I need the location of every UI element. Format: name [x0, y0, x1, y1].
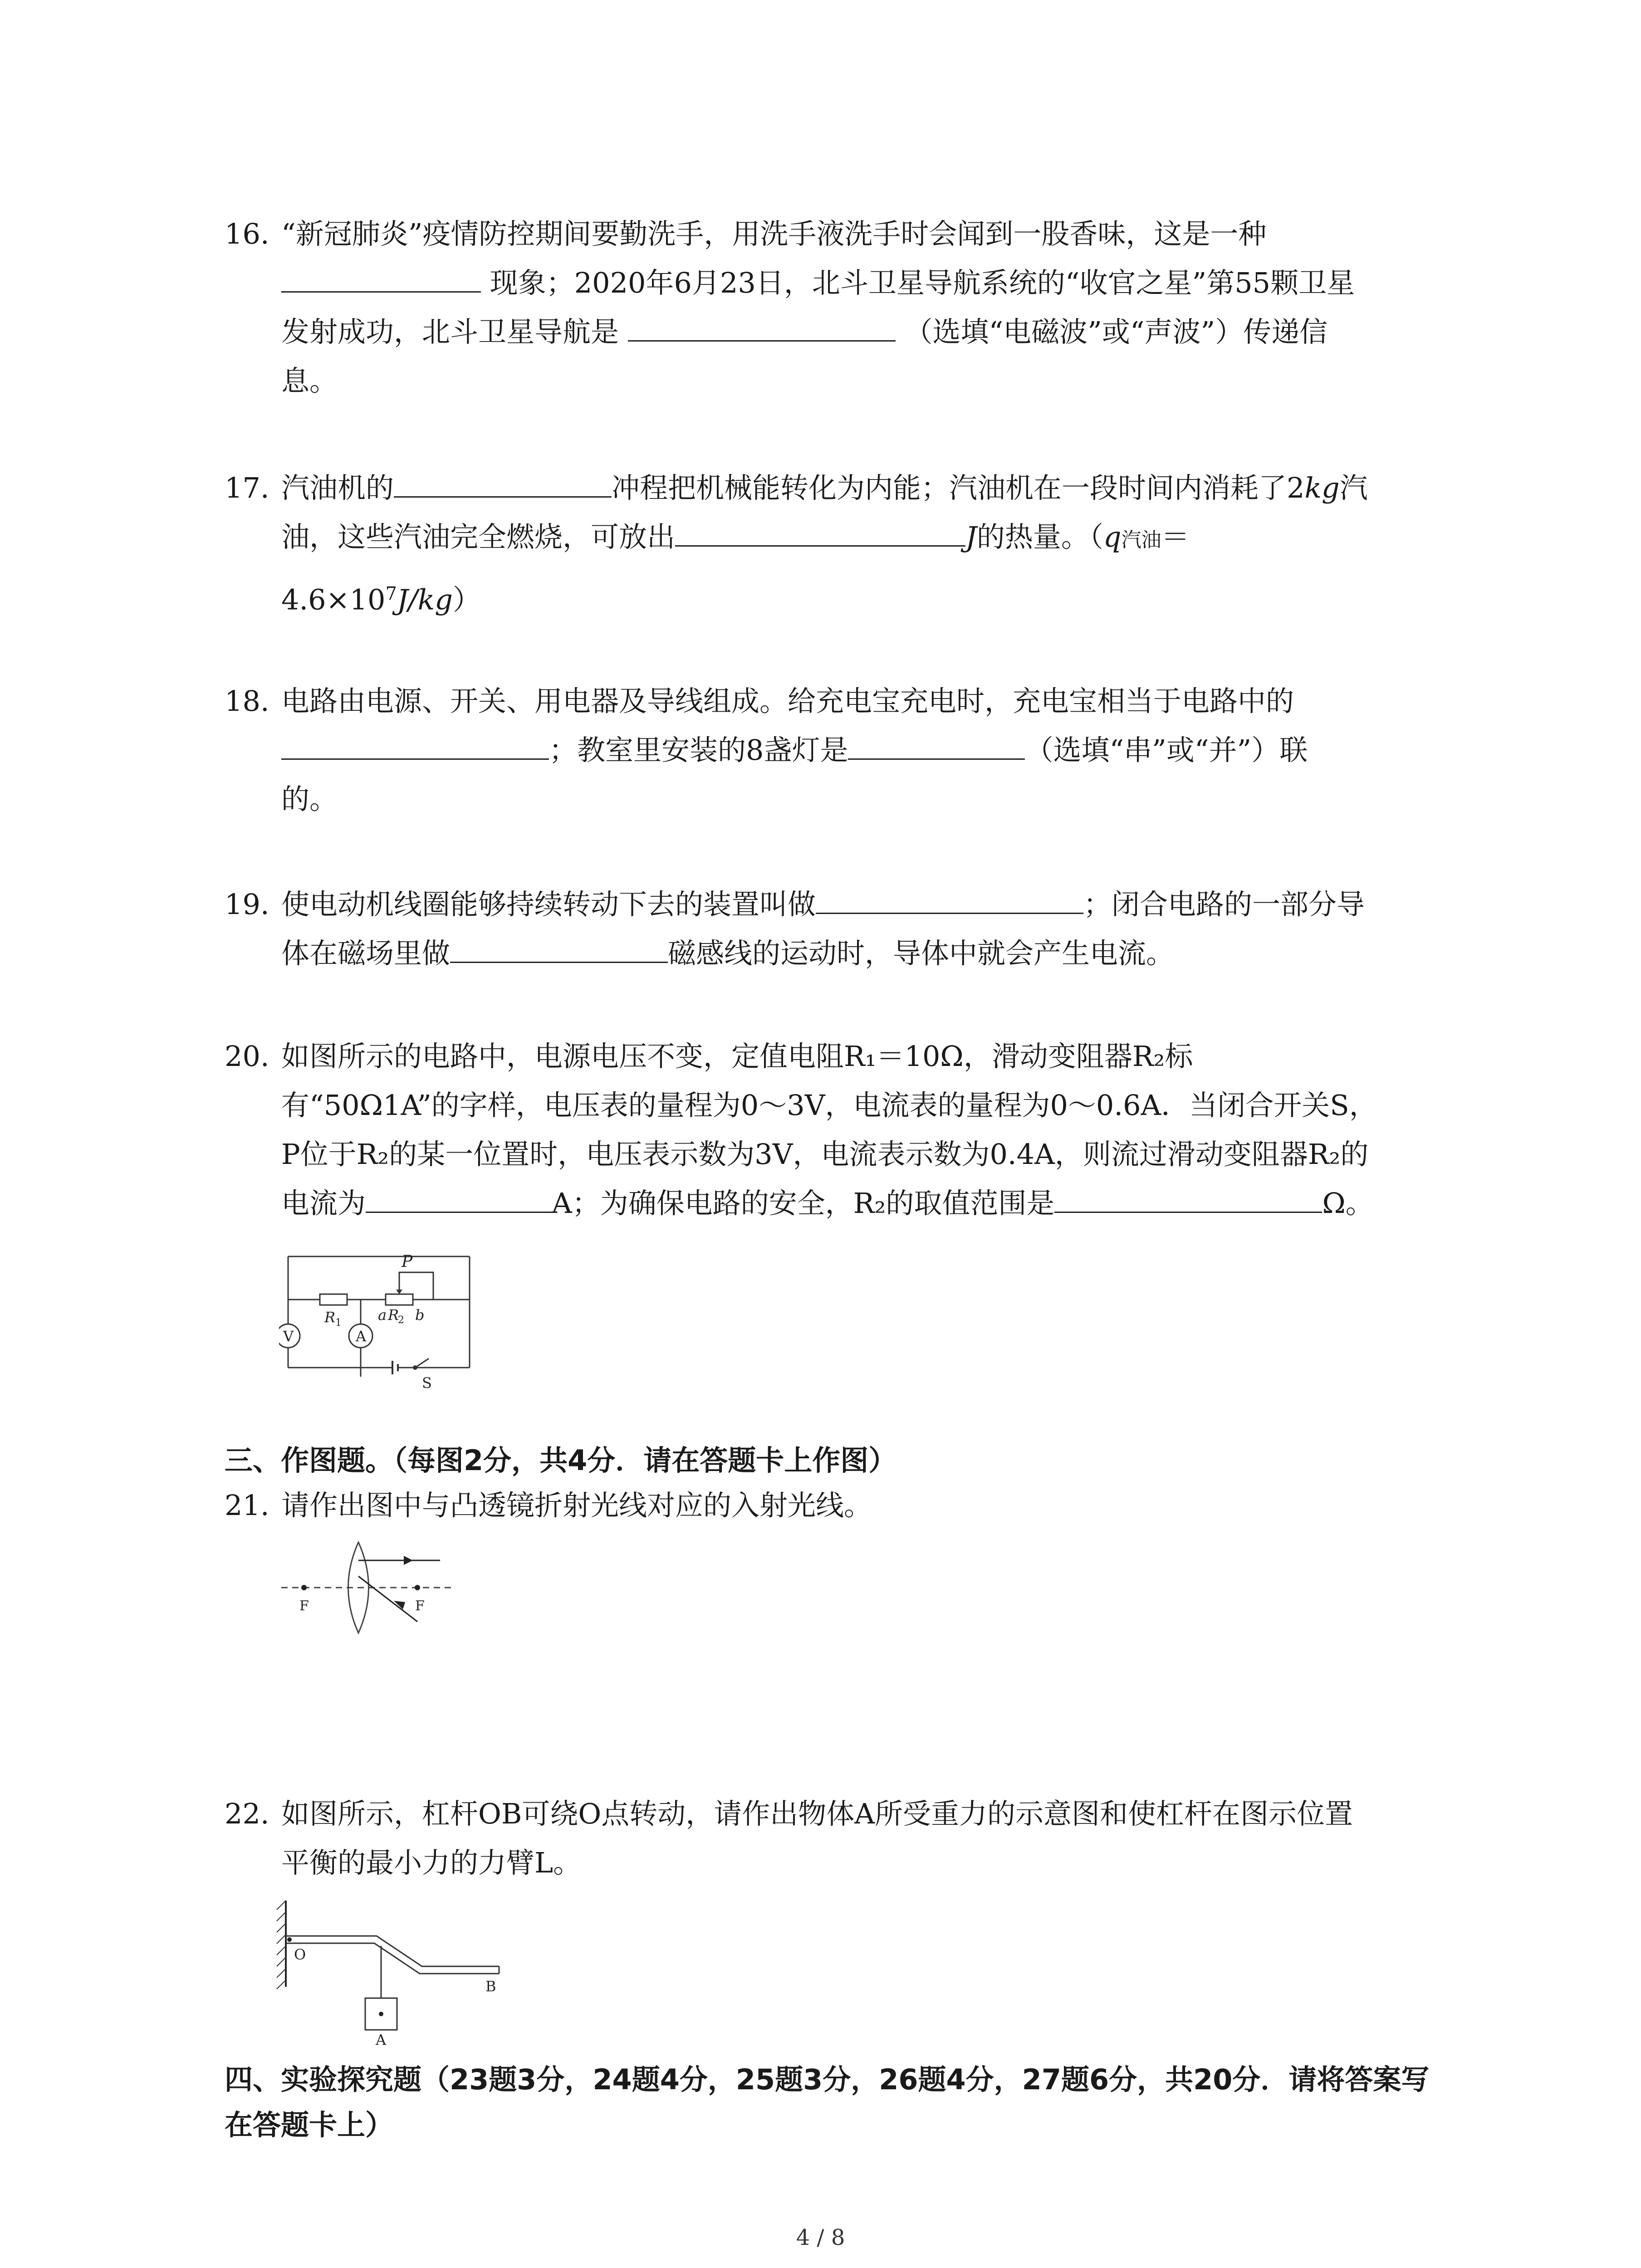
unit: J: [965, 520, 977, 553]
question-text: A；为确保电路的安全，R₂的取值范围是: [552, 1187, 1055, 1220]
question-text: 使电动机线圈能够持续转动下去的装置叫做: [281, 888, 816, 921]
refracted-ray: [358, 1576, 417, 1622]
question-text: 如图所示，杠杆OB可绕O点转动，请作出物体A所受重力的示意图和使杠杆在图示位置: [281, 1797, 1353, 1830]
label-a: a: [378, 1306, 387, 1324]
label-ammeter: A: [356, 1328, 367, 1345]
answer-blank[interactable]: [1054, 1183, 1322, 1213]
answer-blank[interactable]: [450, 934, 668, 963]
question-19: [225, 880, 1450, 978]
answer-blank[interactable]: [366, 1183, 552, 1213]
question-text: 汽油机的: [281, 471, 394, 504]
question-number: 17.: [225, 471, 269, 504]
label-voltmeter: V: [283, 1328, 294, 1345]
arrow-icon: [404, 1556, 413, 1565]
lever-bottom-edge: [286, 1943, 499, 1974]
rheostat-r2: [386, 1294, 413, 1305]
subscript: 汽油: [1121, 528, 1161, 552]
question-text: 发射成功，北斗卫星导航是: [281, 315, 619, 348]
question-text: 油，这些汽油完全燃烧，可放出: [281, 520, 676, 553]
lever-diagram: [272, 1896, 508, 2046]
question-number: 16.: [225, 217, 269, 250]
question-text: ；闭合电路的一部分导: [1083, 888, 1365, 921]
superscript: 7: [385, 583, 397, 604]
switch-blade: [415, 1359, 429, 1368]
question-16: [225, 210, 1450, 406]
question-text: 息。: [281, 364, 338, 397]
question-text: 的热量。（: [976, 520, 1103, 553]
question-18: [225, 677, 1450, 824]
answer-blank[interactable]: [816, 885, 1083, 914]
question-text: 冲程把机械能转化为内能；汽油机在一段时间内消耗了2: [612, 471, 1305, 504]
question-text: 现象；2020年6月23日，北斗卫星导航系统的“收官之星”第55颗卫星: [490, 266, 1355, 299]
question-text: ）: [452, 583, 481, 616]
question-text: 请作出图中与凸透镜折射光线对应的入射光线。: [281, 1489, 872, 1522]
question-text: ；教室里安装的8盏灯是: [549, 733, 848, 767]
resistor-r1: [320, 1294, 347, 1305]
question-number: 18.: [225, 684, 269, 718]
label-a: A: [376, 2031, 387, 2046]
answer-blank[interactable]: [628, 312, 896, 342]
question-text: 体在磁场里做: [281, 937, 451, 970]
circuit-diagram: [279, 1245, 483, 1390]
question-text: 平衡的最小力的力臂L。: [281, 1846, 582, 1879]
lens-diagram: [277, 1533, 458, 1642]
question-text: 磁感线的运动时，导体中就会产生电流。: [668, 937, 1175, 970]
question-text: 有“50Ω1A”的字样，电压表的量程为0～3V，电流表的量程为0～0.6A．当闭合开关S，: [281, 1089, 1377, 1122]
label-switch: S: [422, 1374, 432, 1390]
section-4-heading: 四、实验探究题（23题3分，24题4分，25题3分，26题4分，27题6分，共20分．请将答案写: [225, 2063, 1430, 2096]
question-text: ＝: [1161, 520, 1190, 553]
label-r1: R: [324, 1309, 336, 1326]
answer-blank[interactable]: [281, 730, 549, 760]
question-20: [225, 1032, 1450, 1228]
label-r1-sub: 1: [335, 1317, 342, 1329]
unit: J/kg: [397, 583, 453, 616]
label-r2-sub: 2: [398, 1315, 404, 1326]
center-of-mass: [379, 2012, 383, 2016]
question-text: （选填“电磁波”或“声波”）传递信: [904, 315, 1328, 348]
page-number: 4 / 8: [796, 2225, 845, 2250]
section-4-heading-cont: 在答题卡上）: [225, 2108, 394, 2141]
question-21: [225, 1481, 1450, 1530]
wall-hatching: [277, 1901, 286, 1989]
question-text: 4.6×10: [281, 583, 386, 616]
answer-blank[interactable]: [281, 263, 481, 293]
symbol-q: q: [1103, 520, 1122, 553]
unit: kg: [1304, 471, 1340, 504]
question-text: 的。: [281, 782, 338, 816]
label-o: O: [294, 1946, 306, 1963]
question-number: 19.: [225, 888, 269, 921]
answer-blank[interactable]: [394, 468, 612, 498]
slider-wire: [399, 1272, 433, 1300]
question-number: 20.: [225, 1040, 269, 1073]
switch-pivot: [413, 1365, 417, 1370]
label-r2: R: [388, 1306, 399, 1324]
question-17: [225, 464, 1450, 625]
focus-point: [301, 1585, 307, 1590]
focus-point: [415, 1585, 420, 1590]
label-b: b: [415, 1306, 425, 1324]
question-text: 汽: [1339, 471, 1368, 504]
answer-blank[interactable]: [848, 730, 1025, 760]
label-focus-left: F: [299, 1598, 309, 1614]
question-text: “新冠肺炎”疫情防控期间要勤洗手，用洗手液洗手时会闻到一股香味，这是一种: [281, 217, 1267, 250]
question-text: 如图所示的电路中，电源电压不变，定值电阻R₁＝10Ω，滑动变阻器R₂标: [281, 1040, 1193, 1073]
question-22: [225, 1789, 1450, 1887]
question-text: （选填“串”或“并”）联: [1025, 733, 1308, 767]
label-p: P: [402, 1252, 413, 1271]
question-number: 22.: [225, 1797, 269, 1830]
answer-blank[interactable]: [675, 517, 965, 547]
question-text: 电路由电源、开关、用电器及导线组成。给充电宝充电时，充电宝相当于电路中的: [281, 684, 1294, 718]
question-text: Ω。: [1322, 1187, 1374, 1220]
pivot-point: [287, 1937, 292, 1942]
section-3-heading: 三、作图题。（每图2分，共4分．请在答题卡上作图）: [225, 1444, 897, 1477]
label-b: B: [485, 1978, 496, 1995]
label-focus-right: F: [415, 1598, 425, 1614]
lever-top-edge: [286, 1936, 499, 1966]
question-text: 电流为: [281, 1187, 366, 1220]
question-number: 21.: [225, 1489, 269, 1522]
question-text: P位于R₂的某一位置时，电压表示数为3V，电流表示数为0.4A，则流过滑动变阻器R₂的: [281, 1138, 1369, 1171]
